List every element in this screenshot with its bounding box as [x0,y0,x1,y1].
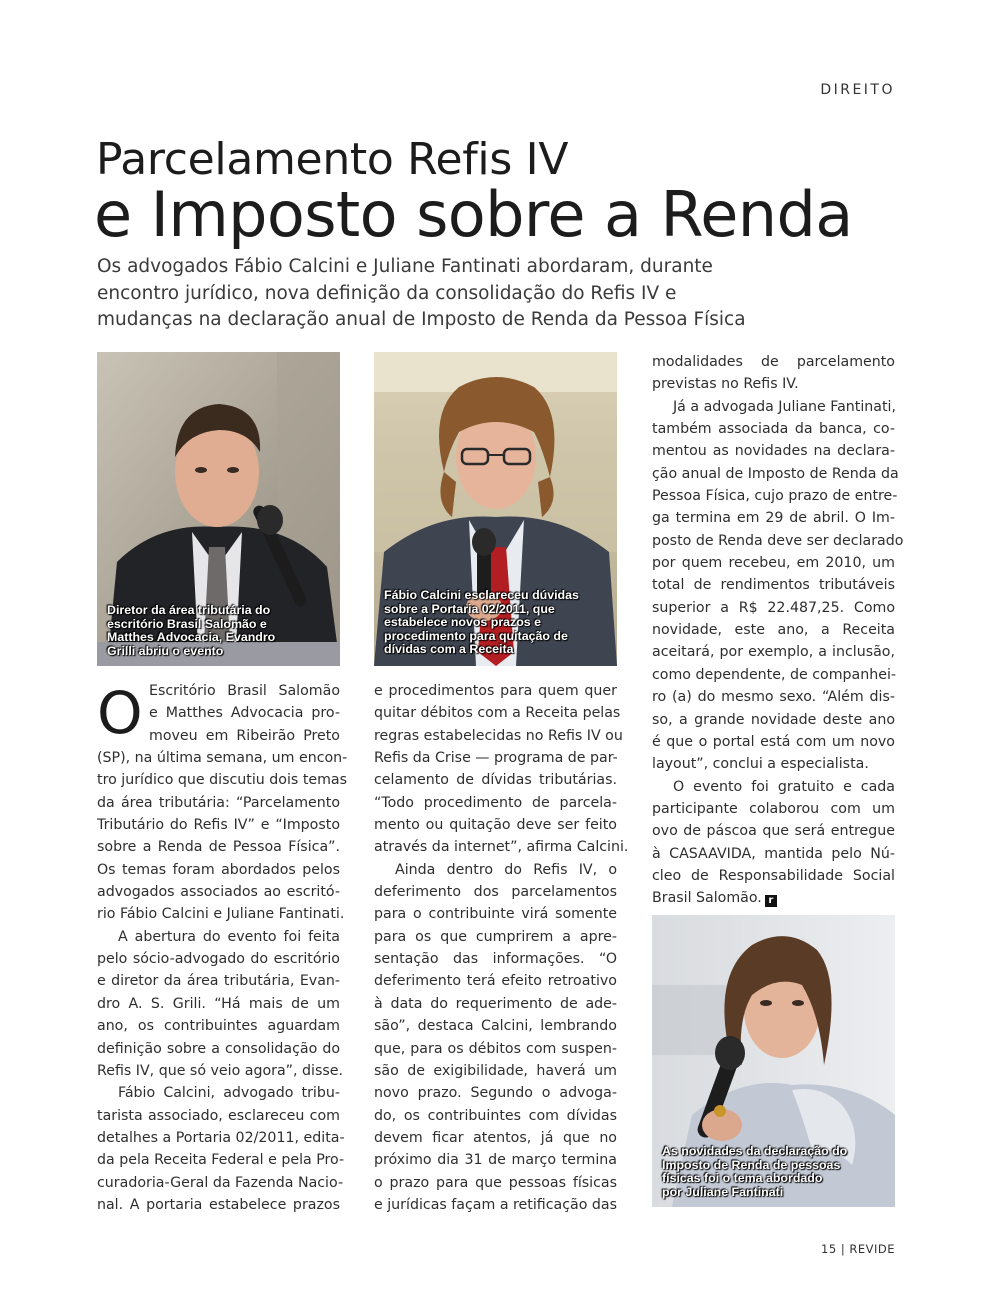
body-line: Fábio Calcini, advogado tribu- [118,1085,340,1102]
body-line: ga termina em 29 de abril. O Im- [652,510,895,527]
body-line: regras estabelecidas no Refis IV ou [374,727,623,744]
body-line: ano, os contribuintes aguardam [97,1018,340,1035]
photo-evandro-grilli [97,352,340,666]
body-line: cleo de Responsabilidade Social [652,867,895,884]
body-line: próximo dia 31 de março termina [374,1152,617,1169]
headline-line-2: e Imposto sobre a Renda [94,178,853,251]
body-line: deferimento dos parcelamentos [374,884,617,901]
drop-cap: O [97,679,143,747]
body-line: quitar débitos com a Receita pelas [374,705,621,722]
body-line: e Matthes Advocacia pro- [149,705,340,722]
body-line: aceitará, por exemplo, a inclusão, [652,644,895,661]
body-line: à data do requerimento de ade- [374,995,617,1012]
article-column-2 [374,680,629,1216]
body-line: da pela Receita Federal e pela Pro- [97,1152,345,1169]
photo-caption: Diretor da área tributária do escritório Brasil Salomão e Matthes Advocacia, Evandro Grilli abriu o evento [107,603,276,658]
body-line: são de exigibilidade, haverá um [374,1062,617,1079]
body-line: definição sobre a consolidação do [97,1040,340,1057]
body-line: Os temas foram abordados pelos [97,861,340,878]
body-line: sentação das informações. “O [374,951,617,968]
body-line: curadoria-Geral da Fazenda Nacio- [97,1174,344,1191]
body-line: Refis da Crise — programa de par- [374,750,618,767]
body-line: Tributário do Refis IV” e “Imposto [97,817,340,834]
lead-line: mudanças na declaração anual de Imposto de Renda da Pessoa Física [97,309,746,330]
body-line: previstas no Refis IV. [652,376,799,393]
body-line: superior a R$ 22.487,25. Como [652,599,895,616]
page-number: 15 [821,1242,837,1256]
article-column-1 [97,680,348,1216]
body-line: “Todo procedimento de parcela- [374,794,617,811]
body-line: do, os contribuintes com dívidas [374,1107,617,1124]
footer-separator: | [840,1242,846,1256]
body-line: Já a advogada Juliane Fantinati, [673,398,897,415]
photo-caption: As novidades da declaração do Imposto de Renda de pessoas físicas foi o tema abordado por Juliane Fantinati [662,1144,848,1199]
body-line: ro (a) do mesmo sexo. “Além dis- [652,689,895,706]
body-line: para o contribuinte virá somente [374,906,617,923]
body-line: dro A. S. Grili. “Há mais de um [97,995,340,1012]
body-line: mentou as novidades na declara- [652,443,895,460]
headline-line-1: Parcelamento Refis IV [96,134,569,185]
body-line: moveu em Ribeirão Preto [149,727,340,744]
photo-juliane-fantinati [652,915,895,1207]
body-line: modalidades de parcelamento [652,354,895,370]
body-line: novo prazo. Segundo o advoga- [374,1085,617,1102]
photo-fabio-calcini [374,352,617,666]
body-line: Escritório Brasil Salomão [149,683,340,699]
body-line: como dependente, de companhei- [652,666,897,683]
body-line: so, a grande novidade deste ano [652,711,895,728]
body-line: detalhes a Portaria 02/2011, edita- [97,1129,345,1146]
body-line: através da internet”, afirma Calcini. [374,839,629,856]
body-line: ovo de páscoa que será entregue [652,823,895,840]
body-line: Pessoa Física, cujo prazo de entre- [652,488,898,505]
lead-line: encontro jurídico, nova definição da consolidação do Refis IV e [97,282,677,304]
body-line: advogados associados ao escritó- [97,884,340,901]
body-line: à CASAAVIDA, mantida pelo Nú- [652,845,895,862]
body-line: A abertura do evento foi feita [118,928,340,945]
lead-line: Os advogados Fábio Calcini e Juliane Fantinati abordaram, durante [97,256,713,277]
body-line: é que o portal está com um novo [652,733,895,750]
body-line: (SP), na última semana, um encon- [97,750,348,767]
body-line: posto de Renda deve ser declarado [652,532,904,549]
body-line: mento ou quitação deve ser feito [374,817,617,834]
body-line: por quem recebeu, em 2010, um [652,555,895,572]
end-mark-icon: r [765,895,777,907]
body-line: são”, destaca Calcini, lembrando [374,1018,617,1035]
body-line-final [652,887,895,909]
body-line: Ainda dentro do Refis IV, o [395,861,617,878]
body-line: Refis IV, que só veio agora”, disse. [97,1062,344,1079]
article-column-3 [652,351,904,910]
body-line: total de rendimentos tributáveis [652,577,895,594]
body-line: layout”, conclui a especialista. [652,756,869,773]
body-line: da área tributária: “Parcelamento [97,794,340,811]
body-line: Brasil Salomão. [652,890,762,907]
body-line: sobre a Renda de Pessoa Física”. [97,839,340,856]
body-line: participante colaborou com um [652,800,895,817]
body-line: tro jurídico que discutiu dois temas [97,772,348,789]
body-line: devem ficar atentos, já que no [374,1129,617,1146]
body-line: também associada da banca, co- [652,421,895,438]
body-line: para os que cumprirem a apre- [374,928,617,945]
body-line: celamento de dívidas tributárias. [374,772,617,789]
body-line: ção anual de Imposto de Renda da [652,465,899,482]
body-line: nal. A portaria estabelece prazos [97,1196,340,1213]
lead-paragraph [97,254,917,334]
body-line: e diretor da área tributária, Evan- [97,973,340,990]
body-line: o prazo para que pessoas físicas [374,1174,617,1191]
body-line: que, para os débitos com suspen- [374,1040,617,1057]
photo-caption: Fábio Calcini esclareceu dúvidas sobre a Portaria 02/2011, que estabelece novos prazos e procedimento para quitação de dívidas com a Receita [384,588,579,656]
magazine-name: REVIDE [849,1242,895,1256]
body-line: deferimento terá efeito retroativo [374,973,617,990]
page-footer [821,1242,895,1256]
body-line: e jurídicas façam a retificação das [374,1196,617,1213]
body-line: tarista associado, esclareceu com [97,1107,340,1124]
body-line: e procedimentos para quem quer [374,683,617,699]
body-line: pelo sócio-advogado do escritório [97,951,340,968]
body-line: rio Fábio Calcini e Juliane Fantinati. [97,906,345,923]
body-line: O evento foi gratuito e cada [673,778,895,795]
section-label: DIREITO [820,82,895,98]
body-line: novidade, este ano, a Receita [652,622,895,639]
